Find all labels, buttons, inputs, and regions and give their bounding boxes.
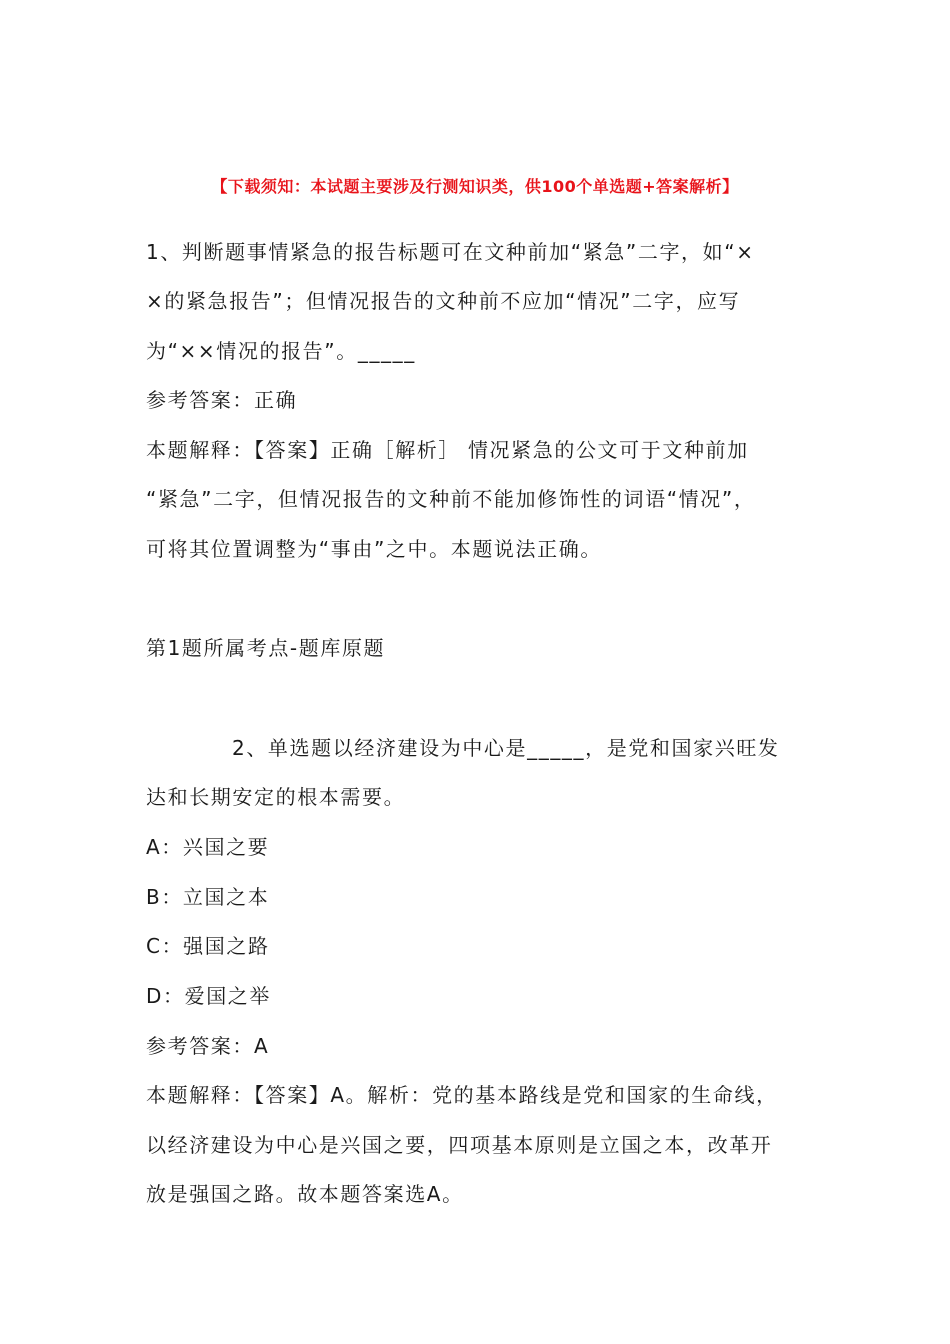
- question-1-explanation-line-2: “紧急”二字，但情况报告的文种前不能加修饰性的词语“情况”，: [146, 487, 756, 511]
- question-2-explanation-line-3: 放是强国之路。故本题答案选A。: [146, 1182, 464, 1206]
- question-2-explanation-line-1: 本题解释：【答案】A。解析：党的基本路线是党和国家的生命线，: [146, 1083, 778, 1107]
- question-2-answer: 参考答案：A: [146, 1034, 270, 1058]
- question-2-line-2: 达和长期安定的根本需要。: [146, 785, 406, 809]
- question-1-line-2: ×的紧急报告”；但情况报告的文种前不应加“情况”二字，应写: [146, 289, 741, 313]
- question-1-source: 第1题所属考点-题库原题: [146, 636, 386, 660]
- question-2-explanation-line-2: 以经济建设为中心是兴国之要，四项基本原则是立国之本，改革开: [146, 1133, 773, 1157]
- question-2-option-a: A：兴国之要: [146, 835, 270, 859]
- question-1-line-3: 为“××情况的报告”。_____: [146, 339, 416, 363]
- question-1-explanation-line-1: 本题解释：【答案】正确［解析］ 情况紧急的公文可于文种前加: [146, 438, 749, 462]
- question-2-option-d: D：爱国之举: [146, 984, 272, 1008]
- question-2-option-c: C：强国之路: [146, 934, 270, 958]
- question-1-line-1: 1、判断题事情紧急的报告标题可在文种前加“紧急”二字，如“×: [146, 240, 755, 264]
- download-notice: 【下载须知：本试题主要涉及行测知识类，供100个单选题+答案解析】: [211, 177, 739, 196]
- question-2-line-1: 2、单选题以经济建设为中心是_____，是党和国家兴旺发: [232, 736, 780, 760]
- question-1-answer: 参考答案：正确: [146, 388, 298, 412]
- question-2-option-b: B：立国之本: [146, 885, 270, 909]
- question-1-explanation-line-3: 可将其位置调整为“事由”之中。本题说法正确。: [146, 537, 602, 561]
